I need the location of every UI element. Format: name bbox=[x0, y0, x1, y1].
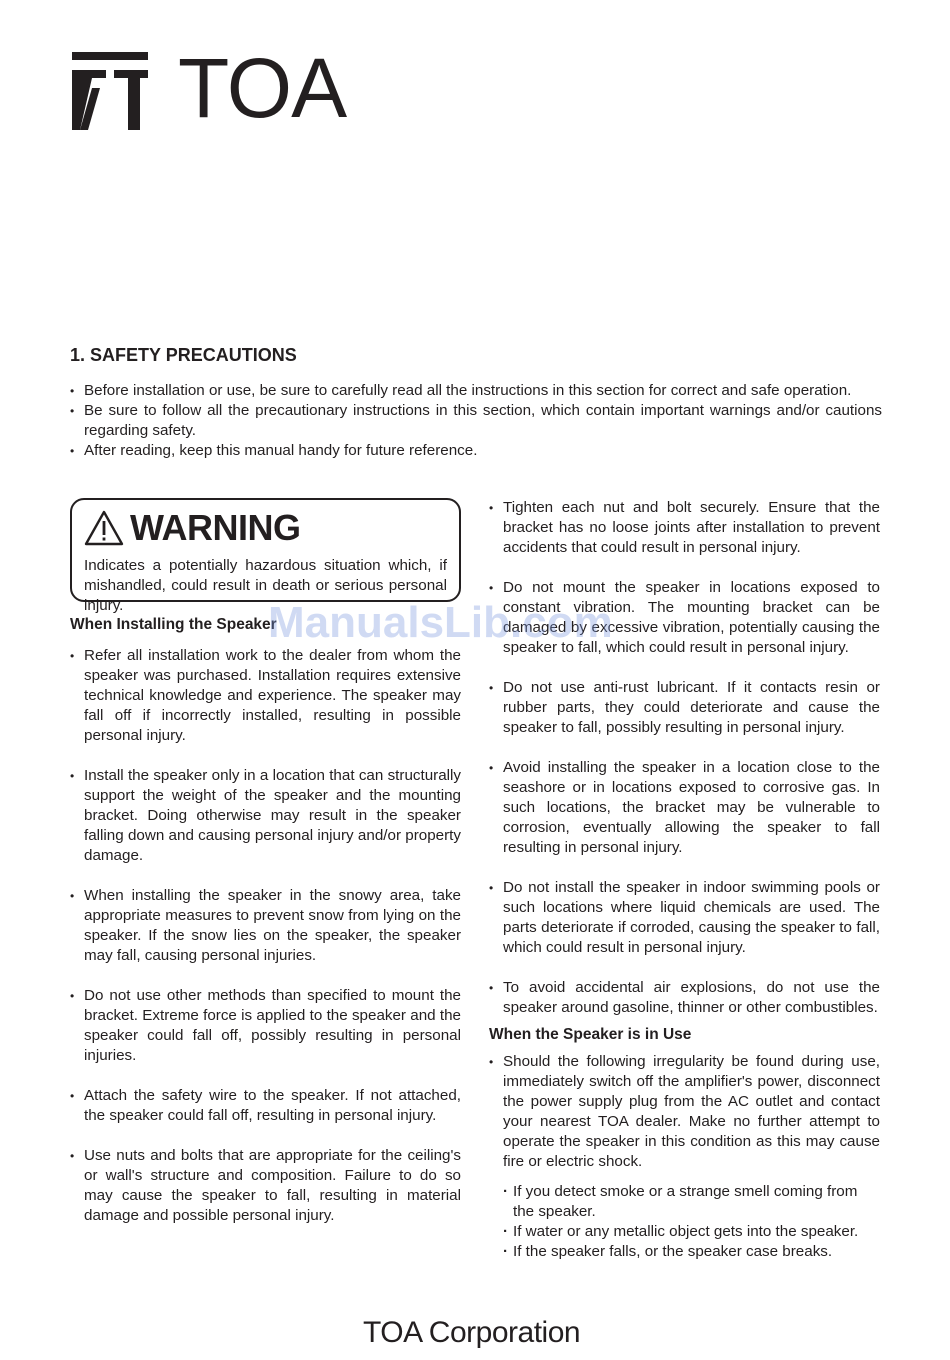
warning-text: Indicates a potentially hazardous situation which, if mishandled, could result in death or serious personal injury. bbox=[84, 557, 447, 614]
installing-item: • Do not use anti-rust lubricant. If it contacts resin or rubber parts, they could deteriorate and cause the speaker to fall, possibly resulting in personal injury. bbox=[489, 678, 880, 738]
right-column bbox=[489, 498, 880, 1262]
irregularity-item: · If the speaker falls, or the speaker case breaks. bbox=[503, 1242, 880, 1262]
footer-company: TOA Corporation bbox=[363, 1316, 581, 1349]
installing-item: • Attach the safety wire to the speaker. If not attached, the speaker could fall off, resulting in personal injury. bbox=[70, 1086, 461, 1126]
installing-item: • Avoid installing the speaker in a location close to the seashore or in locations exposed to corrosive gas. In such locations, the bracket may be vulnerable to corrosion, eventually allowing the speaker to fall resulting in personal injury. bbox=[489, 758, 880, 858]
irregularity-item: · If water or any metallic object gets into the speaker. bbox=[503, 1222, 880, 1242]
logo-text: TOA bbox=[178, 41, 347, 135]
left-column bbox=[70, 498, 461, 1246]
installing-item: • Use nuts and bolts that are appropriate for the ceiling's or wall's structure and composition. Failure to do so may cause the speaker to fall, resulting in material damage and possible personal injury. bbox=[70, 1146, 461, 1226]
in-use-item: • Should the following irregularity be found during use, immediately switch off the amplifier's power, disconnect the power supply plug from the AC outlet and contact your nearest TOA dealer. Make no further attempt to operate the speaker in this condition as this may cause fire or electric shock. bbox=[489, 1052, 880, 1172]
installing-heading: When Installing the Speaker bbox=[70, 616, 277, 633]
installing-item: • Do not use other methods than specified to mount the bracket. Extreme force is applied to the speaker and the speaker could fall off, possibly resulting in personal injuries. bbox=[70, 986, 461, 1066]
warning-box bbox=[70, 498, 461, 614]
intro-item: • After reading, keep this manual handy for future reference. bbox=[70, 441, 882, 461]
installing-item: • Install the speaker only in a location that can structurally support the weight of the speaker and the mounting bracket. Doing otherwise may result in the speaker falling down and causing personal injury and/or property damage. bbox=[70, 766, 461, 866]
irregularity-item: · If you detect smoke or a strange smell coming from the speaker. bbox=[503, 1182, 880, 1222]
installing-item: • Refer all installation work to the dealer from whom the speaker was purchased. Installation requires extensive technical knowledge and experience. The speaker may fall off if incorrectly installed, resulting in possible personal injury. bbox=[70, 646, 461, 746]
section-title: 1. SAFETY PRECAUTIONS bbox=[70, 345, 297, 365]
installing-item: • Do not mount the speaker in locations exposed to constant vibration. The mounting bracket can be damaged by excessive vibration, potentially causing the speaker to fall, which could result in personal injury. bbox=[489, 578, 880, 658]
in-use-heading: When the Speaker is in Use bbox=[489, 1026, 692, 1043]
intro-item: • Be sure to follow all the precautionary instructions in this section, which contain important warnings and/or cautions regarding safety. bbox=[70, 401, 882, 441]
installing-item: • Tighten each nut and bolt securely. Ensure that the bracket has no loose joints after installation to prevent accidents that could result in personal injury. bbox=[489, 498, 880, 558]
installing-item: • To avoid accidental air explosions, do not use the speaker around gasoline, thinner or other combustibles. bbox=[489, 978, 880, 1018]
irregularity-list bbox=[489, 1182, 880, 1262]
installing-item: • Do not install the speaker in indoor swimming pools or such locations where liquid chemicals are used. The parts deteriorate if corroded, causing the speaker to fall, which could result in personal injury. bbox=[489, 878, 880, 958]
installing-item: • When installing the speaker in the snowy area, take appropriate measures to prevent snow from lying on the speaker. If the snow lies on the speaker, the speaker may fall, causing personal injuries. bbox=[70, 886, 461, 966]
intro-list bbox=[70, 381, 882, 461]
toa-logo bbox=[70, 41, 360, 135]
warning-triangle-icon bbox=[84, 510, 124, 546]
watermark: ManualsLib.com bbox=[268, 598, 613, 647]
toa-logo-icon bbox=[70, 52, 150, 132]
intro-item: • Before installation or use, be sure to carefully read all the instructions in this section for correct and safe operation. bbox=[70, 381, 882, 401]
warning-title: WARNING bbox=[130, 507, 301, 548]
